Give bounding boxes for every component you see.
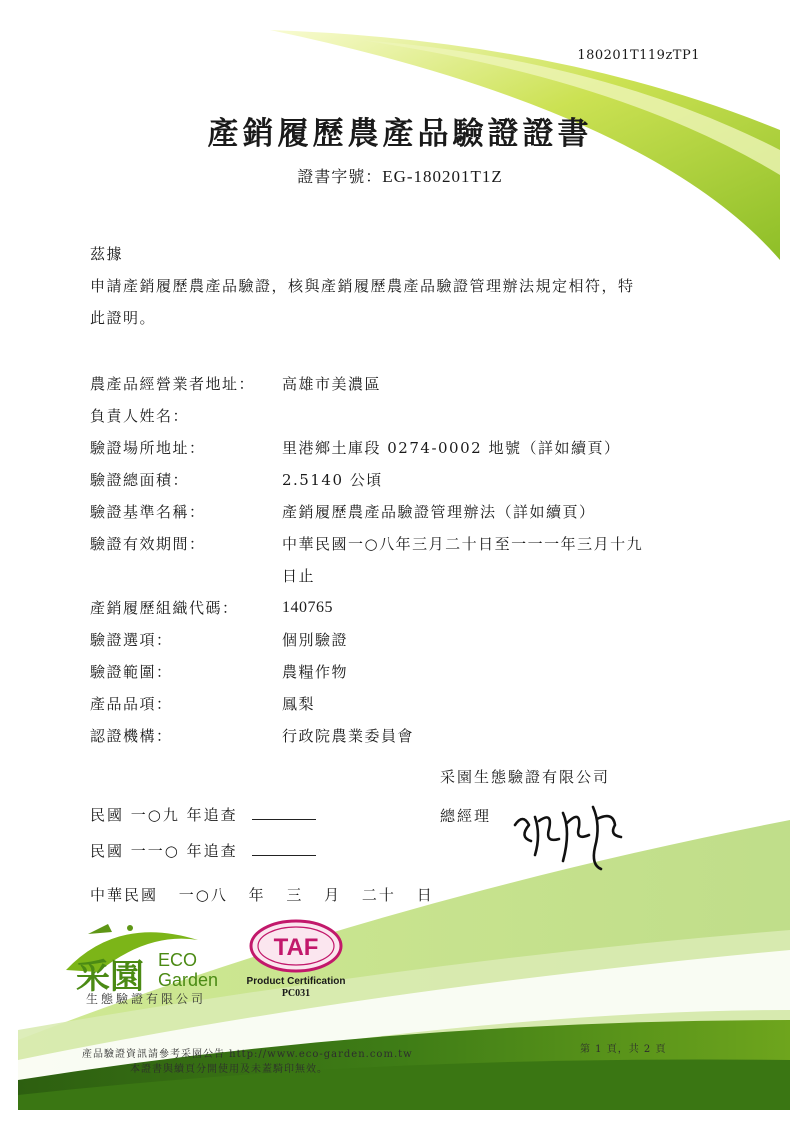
issuing-company: 采園生態驗證有限公司: [440, 768, 611, 786]
field-product-value: 鳳梨: [282, 695, 316, 713]
field-address-value: 高雄市美濃區: [282, 375, 382, 393]
taf-caption-code: PC031: [281, 988, 311, 999]
field-product: [90, 688, 710, 720]
page-number: 第 1 頁，共 2 頁: [580, 1044, 667, 1055]
field-validity-value-line-2: 日止: [282, 567, 316, 585]
field-area: [90, 464, 710, 496]
field-accreditation-body-label: 認證機構：: [90, 727, 173, 745]
field-site-label: 驗證場所地址：: [90, 439, 206, 457]
general-manager-label: 總經理: [440, 807, 492, 825]
document-code: 180201T119zTP1: [577, 48, 700, 63]
field-org-code-label: 產銷履歷組織代碼：: [90, 599, 239, 617]
field-validity: [90, 528, 710, 592]
eco-logo-english-2: Garden: [158, 970, 219, 990]
handwritten-signature: [505, 795, 635, 875]
field-accreditation-body: [90, 720, 710, 752]
field-accreditation-body-value: 行政院農業委員會: [282, 727, 415, 745]
eco-logo-english-1: ECO: [158, 950, 198, 970]
taf-accreditation-logo: [248, 918, 344, 974]
eco-logo-chinese: 采園: [76, 957, 144, 997]
certificate-number-label: 證書字號：: [297, 167, 383, 186]
taf-logo-text: TAF: [273, 934, 319, 961]
field-option-label: 驗證選項：: [90, 631, 173, 649]
field-validity-label: 驗證有效期間：: [90, 535, 206, 553]
field-option: [90, 624, 710, 656]
field-standard-label: 驗證基準名稱：: [90, 503, 206, 521]
field-owner: [90, 400, 710, 432]
field-validity-value: [282, 528, 710, 592]
intro-line-2: 申請產銷履歷農產品驗證，核與產銷履歷農產品驗證管理辦法規定相符，特: [90, 277, 635, 295]
footer-info-line: 產品驗證資訊請參考采園公告 http://www.eco-garden.com.tw: [82, 1049, 413, 1060]
recheck-110-blank-line: [252, 854, 316, 856]
certificate-fields: [90, 368, 710, 752]
issue-date: 中華民國 一○八 年 三 月 二十 日: [90, 886, 434, 904]
recheck-110: [90, 840, 316, 861]
field-standard-value: 產銷履歷農產品驗證管理辦法（詳如續頁）: [282, 503, 596, 521]
field-scope: [90, 656, 710, 688]
field-owner-label: 負責人姓名：: [90, 407, 190, 425]
field-address-label: 農產品經營業者地址：: [90, 375, 256, 393]
field-area-value: 2.5140 公頃: [282, 471, 383, 489]
intro-text: [90, 238, 700, 334]
intro-line-3: 此證明。: [90, 309, 157, 327]
recheck-109: [90, 804, 316, 825]
certificate-number: [0, 164, 800, 187]
field-scope-value: 農糧作物: [282, 663, 349, 681]
field-standard: [90, 496, 710, 528]
field-area-label: 驗證總面積：: [90, 471, 190, 489]
field-validity-value-line-1: 中華民國一○八年三月二十日至一一一年三月十九: [282, 535, 644, 553]
field-product-label: 產品品項：: [90, 695, 173, 713]
recheck-109-label: 民國 一○九 年追查: [90, 806, 238, 824]
field-address: [90, 368, 710, 400]
field-site: [90, 432, 710, 464]
certificate-number-value: EG-180201T1Z: [382, 167, 503, 186]
recheck-110-label: 民國 一一○ 年追查: [90, 842, 238, 860]
field-owner-value: [282, 400, 710, 432]
footer-notice-line: 本證書與續頁分開使用及未蓋騎印無效。: [130, 1064, 328, 1075]
field-scope-label: 驗證範圍：: [90, 663, 173, 681]
field-org-code: [90, 592, 710, 624]
intro-line-1: 茲據: [90, 245, 124, 263]
taf-caption-product-certification: Product Certification: [246, 976, 346, 987]
field-option-value: 個別驗證: [282, 631, 349, 649]
field-site-value: 里港鄉土庫段 0274-0002 地號（詳如續頁）: [282, 439, 621, 457]
recheck-109-blank-line: [252, 818, 316, 820]
eco-logo-caption: 生態驗證有限公司: [86, 992, 207, 1006]
certificate-title: 產銷履歷農產品驗證證書: [207, 116, 593, 152]
field-org-code-value: 140765: [282, 599, 333, 616]
